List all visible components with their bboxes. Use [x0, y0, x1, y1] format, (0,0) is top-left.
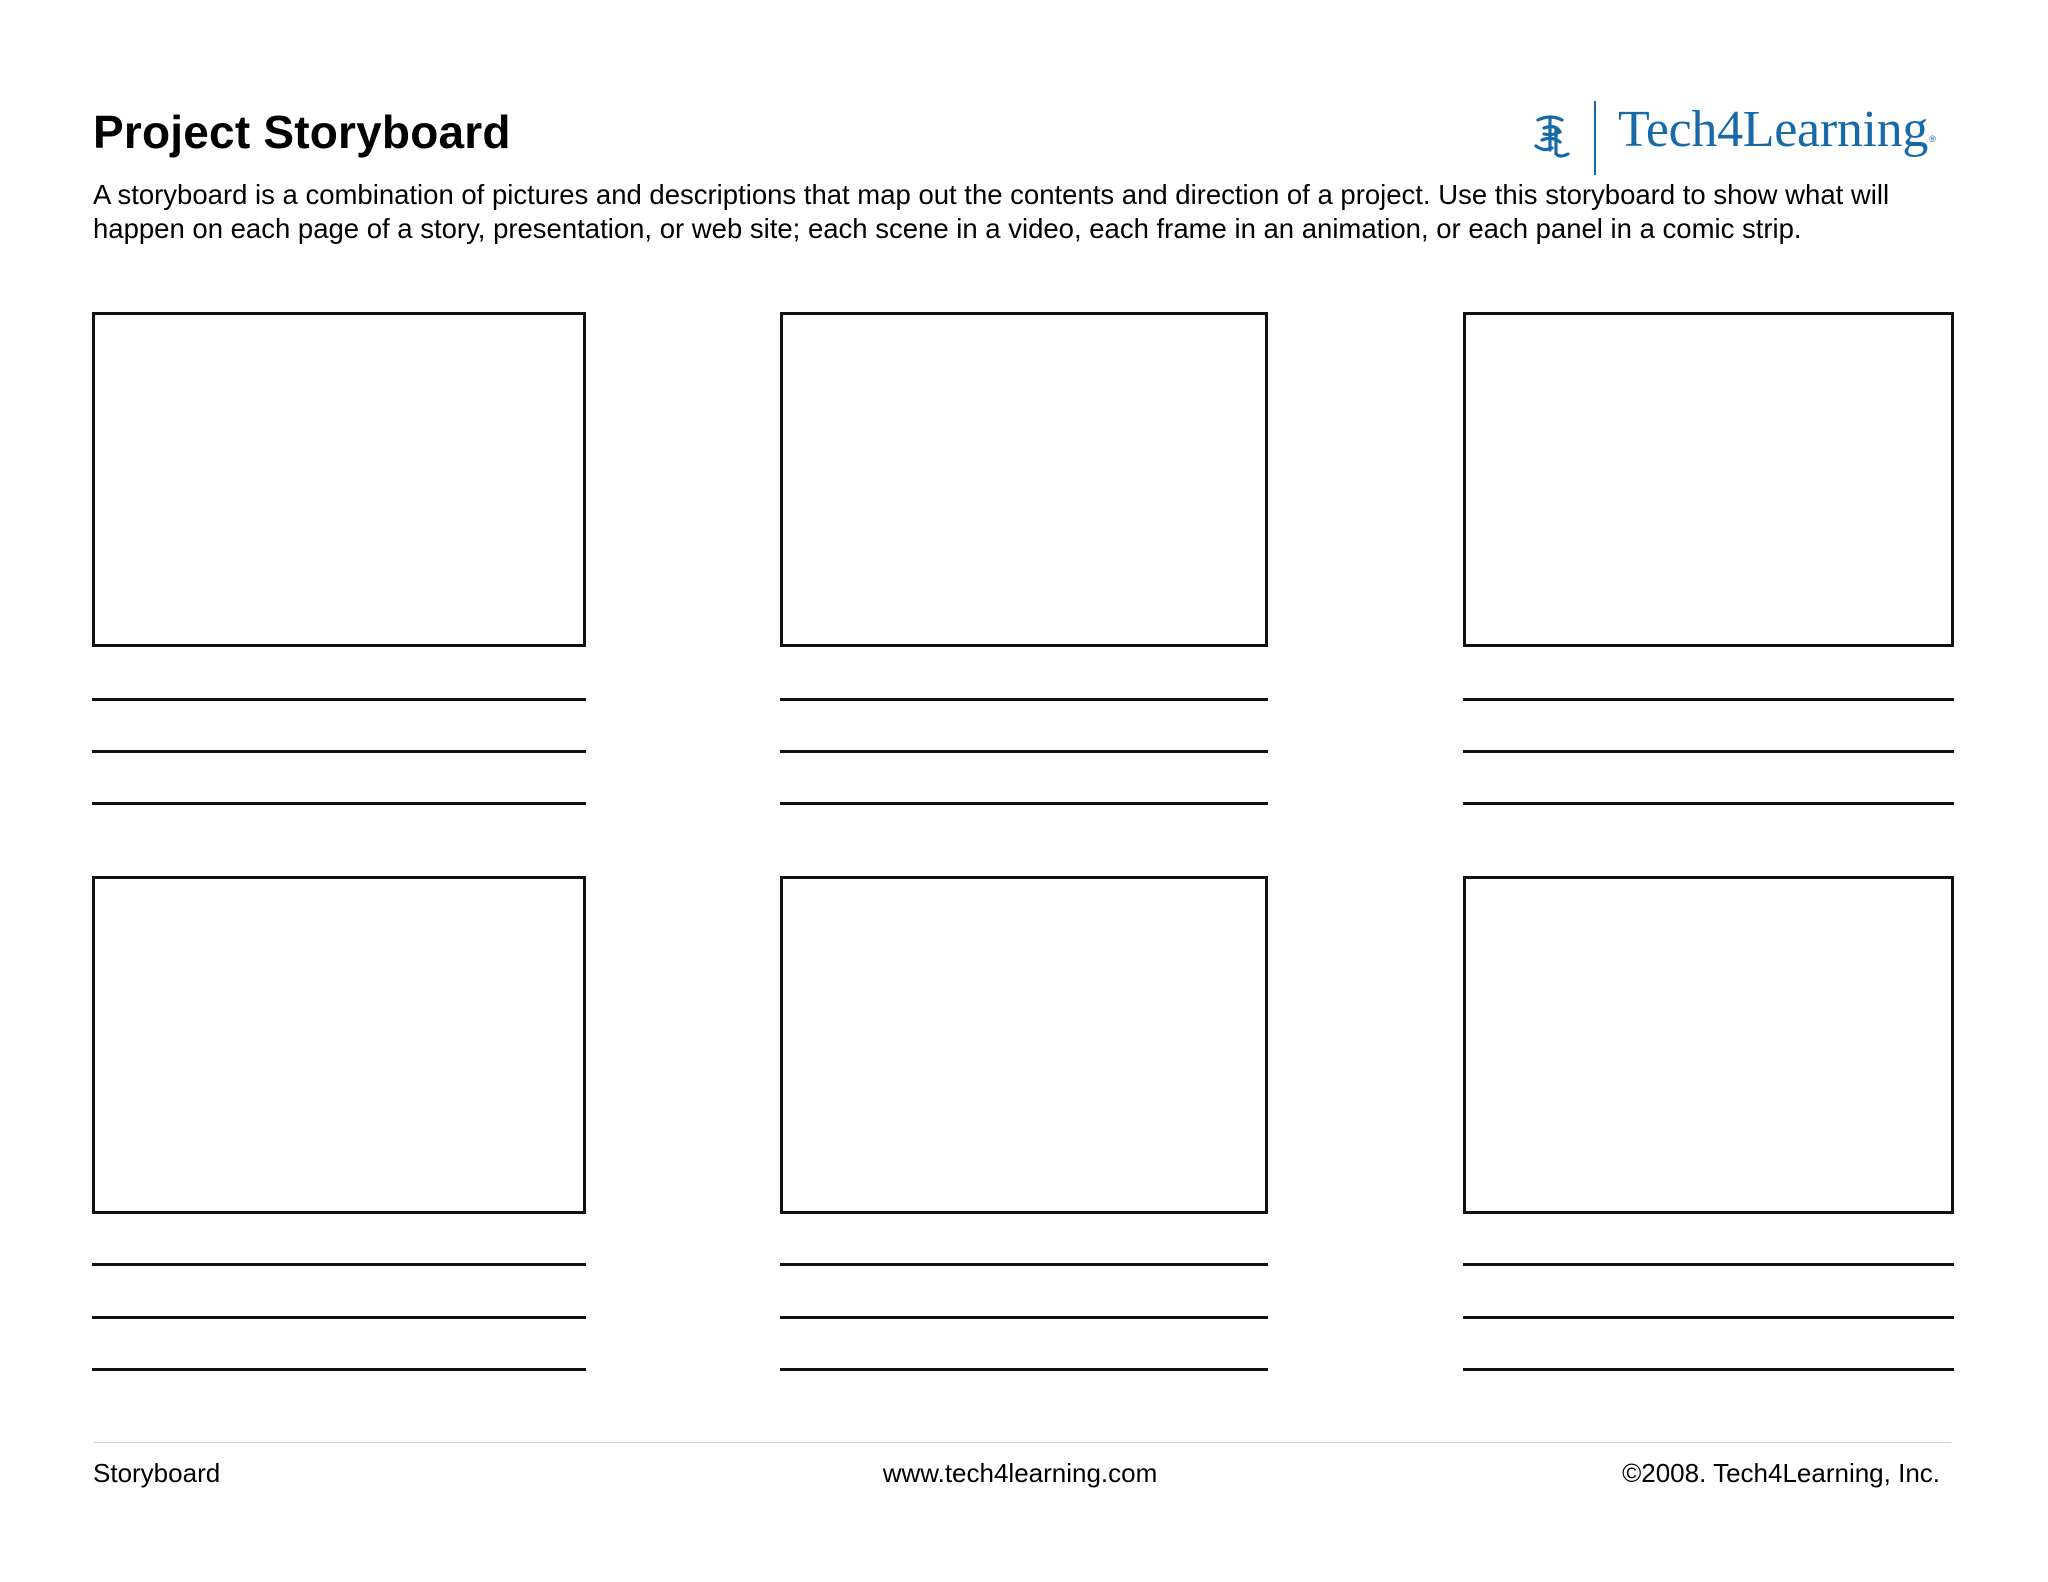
tech4learning-logo — [1530, 100, 1935, 176]
caption-line[interactable] — [780, 698, 1268, 701]
caption-line[interactable] — [780, 750, 1268, 753]
tech4learning-monogram-icon — [1530, 110, 1574, 166]
caption-line[interactable] — [780, 1368, 1268, 1371]
footer-document-name: Storyboard — [93, 1458, 221, 1488]
logo-wordmark: Tech4Learning® — [1618, 100, 1936, 158]
drawing-frame[interactable] — [1463, 876, 1954, 1214]
caption-line[interactable] — [1463, 698, 1954, 701]
caption-line[interactable] — [1463, 802, 1954, 805]
intro-paragraph: A storyboard is a combination of pictures and descriptions that map out the contents and direction of a project. Use this storyboard to show what will happen on each page of a story, presentation, or web site; each scene in a video, each frame in an animation, or each panel in a comic strip. — [93, 179, 1890, 244]
caption-line[interactable] — [92, 1316, 586, 1319]
drawing-frame[interactable] — [1463, 312, 1954, 647]
caption-line[interactable] — [1463, 1263, 1954, 1266]
caption-line[interactable] — [1463, 1316, 1954, 1319]
drawing-frame[interactable] — [780, 876, 1268, 1214]
drawing-frame[interactable] — [92, 312, 586, 647]
drawing-frame[interactable] — [92, 876, 586, 1214]
drawing-frame[interactable] — [780, 312, 1268, 647]
logo-divider — [1594, 101, 1596, 175]
footer-copyright: ©2008. Tech4Learning, Inc. — [1622, 1458, 1940, 1488]
caption-line[interactable] — [780, 802, 1268, 805]
footer-website-link[interactable]: www.tech4learning.com — [882, 1458, 1158, 1488]
caption-line[interactable] — [92, 698, 586, 701]
caption-line[interactable] — [92, 802, 586, 805]
caption-line[interactable] — [92, 1263, 586, 1266]
caption-line[interactable] — [92, 1368, 586, 1371]
page-title: Project Storyboard — [93, 106, 511, 158]
caption-line[interactable] — [780, 1316, 1268, 1319]
caption-line[interactable] — [1463, 750, 1954, 753]
caption-line[interactable] — [780, 1263, 1268, 1266]
caption-line[interactable] — [92, 750, 586, 753]
footer-divider — [93, 1442, 1951, 1443]
caption-line[interactable] — [1463, 1368, 1954, 1371]
